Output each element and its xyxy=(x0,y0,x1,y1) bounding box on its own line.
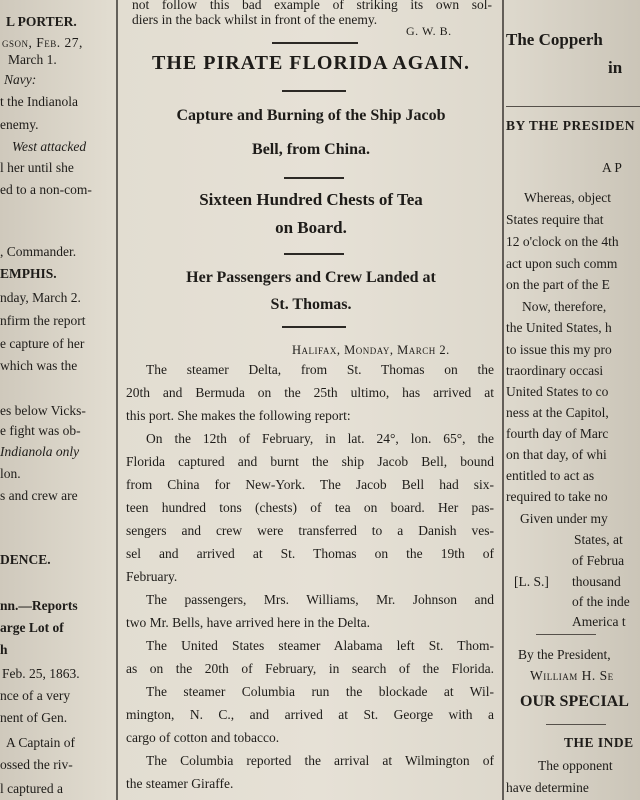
left-column-line: lon. xyxy=(0,466,21,481)
left-column-line: Feb. 25, 1863. xyxy=(2,666,80,681)
right-column-line: By the President, xyxy=(518,647,611,662)
right-column-line: on the part of the E xyxy=(506,277,610,292)
left-column-line: A Captain of xyxy=(6,735,75,750)
right-column-line: to issue this my pro xyxy=(506,342,612,357)
right-column-line: THE INDE xyxy=(564,735,634,750)
left-column-line: nfirm the report xyxy=(0,313,86,328)
right-column-line: required to take no xyxy=(506,489,608,504)
right-column-line: [L. S.] xyxy=(514,574,549,589)
left-column-line: , Commander. xyxy=(0,244,77,259)
left-column-line: enemy. xyxy=(0,117,39,132)
article-body-line: the steamer Giraffe. xyxy=(126,776,234,791)
left-column-line: Indianola only xyxy=(0,444,80,459)
divider xyxy=(272,42,358,44)
article-body-line: mington, N. C., and arrived at St. George with a xyxy=(126,707,494,722)
right-column-line: ness at the Capitol, xyxy=(506,405,609,420)
divider xyxy=(546,724,606,725)
left-column-line: h xyxy=(0,642,8,657)
divider xyxy=(282,326,346,328)
subhead-2-line-1: Sixteen Hundred Chests of Tea xyxy=(199,190,423,209)
left-column-line: t the Indianola xyxy=(0,94,78,109)
right-column-line: States, at xyxy=(574,532,623,547)
left-column-line: arge Lot of xyxy=(0,620,64,635)
subhead-1-line-2: Bell, from China. xyxy=(252,141,370,158)
left-column-line: s and crew are xyxy=(0,488,78,503)
right-column-line: The Copperh xyxy=(506,30,603,49)
left-column-line: es below Vicks- xyxy=(0,403,86,418)
subhead-3-line-2: St. Thomas. xyxy=(270,296,352,313)
article-body-line: The steamer Columbia run the blockade at Wil- xyxy=(146,684,494,699)
right-column-line: thousand xyxy=(572,574,621,589)
left-column-line: West attacked xyxy=(12,139,87,154)
left-column-line: EMPHIS. xyxy=(0,266,57,281)
left-column-line: ossed the riv- xyxy=(0,757,73,772)
right-column-line: traordinary occasi xyxy=(506,363,604,378)
divider xyxy=(284,177,344,179)
article-body-line: On the 12th of February, in lat. 24°, lon. 65°, the xyxy=(146,431,494,446)
left-column-line: nce of a very xyxy=(0,688,71,703)
article-body-line: Florida captured and burnt the ship Jacob Bell, bound xyxy=(126,454,494,469)
article-body-line: two Mr. Bells, have arrived here in the Delta. xyxy=(126,615,371,630)
article-body-line: as on the 20th of February, in search of the Florida. xyxy=(126,661,494,676)
right-column-line: The opponent xyxy=(538,758,613,773)
left-column-line: l her until she xyxy=(0,160,74,175)
right-column-line: BY THE PRESIDEN xyxy=(506,118,636,133)
subhead-3-line-1: Her Passengers and Crew Landed at xyxy=(186,269,436,286)
left-column-line: March 1. xyxy=(8,52,57,67)
article-body-line: The passengers, Mrs. Williams, Mr. Johnson and xyxy=(146,592,494,607)
column-rule-right xyxy=(502,0,504,800)
left-column-line: e fight was ob- xyxy=(0,423,81,438)
top-line-2: diers in the back whilst in front of the enemy. xyxy=(132,12,378,27)
article-body-line: February. xyxy=(126,569,178,584)
left-column-line: nent of Gen. xyxy=(0,710,68,725)
article-body-line: The United States steamer Alabama left St. Thom- xyxy=(146,638,494,653)
left-column-line: ed to a non-com- xyxy=(0,182,92,197)
right-column-line: Whereas, object xyxy=(524,190,611,205)
left-column xyxy=(0,0,114,800)
divider xyxy=(282,90,346,92)
article-body-line: cargo of cotton and tobacco. xyxy=(126,730,280,745)
right-column-line: A P xyxy=(602,160,622,175)
column-rule-left xyxy=(116,0,118,800)
subhead-1-line-1: Capture and Burning of the Ship Jacob xyxy=(176,107,446,124)
article-body-line: The Columbia reported the arrival at Wilmington of xyxy=(146,753,494,768)
article-body-line: sengers and crew were transferred to a Danish ves- xyxy=(126,523,494,538)
article-body-line: sel and arrived at St. Thomas on the 19th of xyxy=(126,546,494,561)
article-body-line: from China for New-York. The Jacob Bell had six- xyxy=(126,477,494,492)
divider xyxy=(506,106,640,107)
left-column-line: gson, Feb. 27, xyxy=(2,35,83,50)
article-body-line: this port. She makes the following report: xyxy=(126,408,351,423)
right-column-line: Now, therefore, xyxy=(522,299,607,314)
signature: G. W. B. xyxy=(406,24,452,38)
top-line-1: not follow this bad example of striking its own sol- xyxy=(132,0,492,12)
article-body-line: teen hundred tons (chests) of tea on board. Her pas- xyxy=(126,500,494,515)
left-column-line: l captured a xyxy=(0,781,63,796)
right-column-line: OUR SPECIAL xyxy=(520,693,629,710)
subhead-2-line-2: on Board. xyxy=(275,218,347,237)
headline: THE PIRATE FLORIDA AGAIN. xyxy=(151,52,470,74)
right-column-line: America t xyxy=(572,614,626,629)
right-column-line: in xyxy=(608,58,623,77)
right-column-line: entitled to act as xyxy=(506,468,595,483)
dateline: Halifax, Monday, March 2. xyxy=(292,343,450,357)
right-column-line: of Februa xyxy=(572,553,625,568)
article-body-line: 20th and Bermuda on the 25th ultimo, has arrived at xyxy=(126,385,494,400)
right-column-line: fourth day of Marc xyxy=(506,426,609,441)
divider xyxy=(284,253,344,255)
right-column-line: on that day, of whi xyxy=(506,447,607,462)
left-column-line: which was the xyxy=(0,358,78,373)
right-column-line: States require that xyxy=(506,212,604,227)
left-column-line: DENCE. xyxy=(0,552,51,567)
right-column-line: the United States, h xyxy=(506,320,612,335)
middle-column xyxy=(122,0,500,800)
left-column-line: Navy: xyxy=(4,72,37,87)
left-column-line: e capture of her xyxy=(0,336,85,351)
divider xyxy=(536,634,596,635)
right-column-line: act upon such comm xyxy=(506,256,618,271)
left-column-line: nn.—Reports xyxy=(0,598,78,613)
right-column-line: William H. Se xyxy=(530,668,614,683)
right-column-line: of the inde xyxy=(572,594,630,609)
article-body-line: The steamer Delta, from St. Thomas on the xyxy=(146,362,494,377)
right-column-line: Given under my xyxy=(520,511,608,526)
left-column-line: nday, March 2. xyxy=(0,290,81,305)
right-column-line: 12 o'clock on the 4th xyxy=(506,234,619,249)
left-column-line: L PORTER. xyxy=(6,14,77,29)
right-column-line: United States to co xyxy=(506,384,609,399)
right-column-line: have determine xyxy=(506,780,589,795)
right-column xyxy=(506,0,640,800)
